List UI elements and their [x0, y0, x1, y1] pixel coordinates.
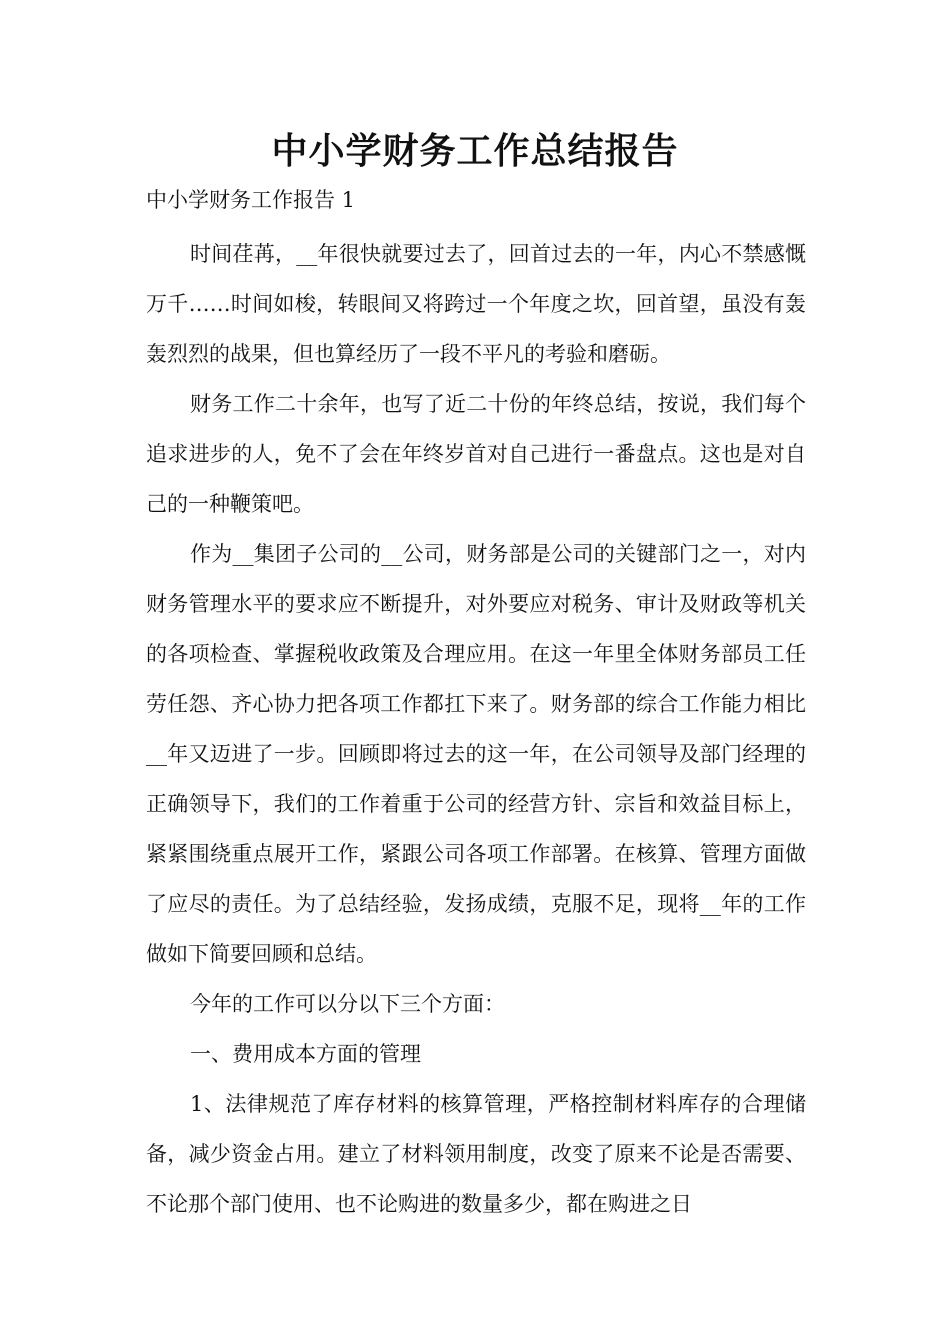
report-subtitle: 中小学财务工作报告 1 — [146, 188, 356, 212]
paragraph-intro: 时间荏苒，__年很快就要过去了，回首过去的一年，内心不禁感慨万千……时间如梭，转眼间又将跨过一个年度之坎，回首望，虽没有轰轰烈烈的战果，但也算经历了一段不平凡的考验和磨砺。 — [146, 242, 806, 366]
paragraph-inventory-accounting: 1、法律规范了库存材料的核算管理，严格控制材料库存的合理储备，减少资金占用。建立了材料领用制度，改变了原来不论是否需要、不论那个部门使用、也不论购进的数量多少，都在购进之日 — [146, 1092, 806, 1216]
paragraph-department-overview: 作为__集团子公司的__公司，财务部是公司的关键部门之一，对内财务管理水平的要求应不断提升，对外要应对税务、审计及财政等机关的各项检查、掌握税收政策及合理应用。在这一年里全体财务部员工任劳任怨、齐心协力把各项工作都扛下来了。财务部的综合工作能力相比__年又迈进了一步。回顾即将过去的这一年，在公司领导及部门经理的正确领导下，我们的工作着重于公司的经营方针、宗旨和效益目标上，紧紧围绕重点展开工作，紧跟公司各项工作部署。在核算、管理方面做了应尽的责任。为了总结经验，发扬成绩，克服不足，现将__年的工作做如下简要回顾和总结。 — [146, 542, 806, 966]
paragraph-three-aspects: 今年的工作可以分以下三个方面： — [190, 992, 505, 1016]
paragraph-reflection: 财务工作二十余年，也写了近二十份的年终总结，按说，我们每个追求进步的人，免不了会在年终岁首对自己进行一番盘点。这也是对自己的一种鞭策吧。 — [146, 392, 806, 516]
document-title: 中小学财务工作总结报告 — [271, 131, 679, 172]
document-body — [146, 229, 806, 1229]
section-heading-cost-management: 一、费用成本方面的管理 — [190, 1042, 421, 1066]
